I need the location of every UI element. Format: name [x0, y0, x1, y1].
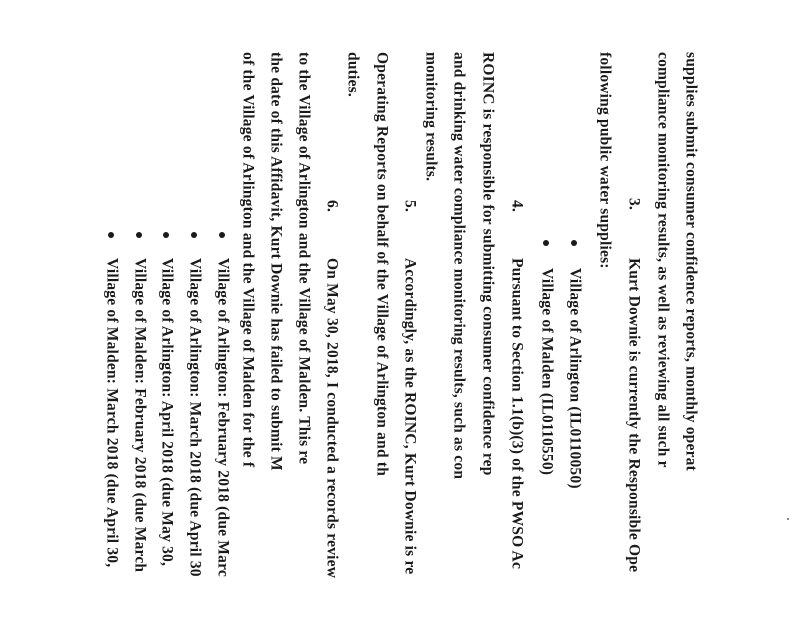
paragraph-number: 4.: [508, 200, 526, 213]
doc-line: Village of Arlington (IL0110050): [566, 268, 584, 489]
paragraph-number: 6.: [323, 200, 341, 213]
doc-line: duties.: [344, 52, 362, 97]
doc-line: Village of Malden (IL0110550): [538, 268, 556, 476]
doc-line: Village of Arlington: February 2018 (due Marc: [214, 258, 232, 577]
doc-line: the date of this Affidavit, Kurt Downie has failed to submit M: [267, 52, 285, 471]
doc-line: and drinking water compliance monitoring results, such as con: [450, 52, 468, 480]
doc-line: supplies submit consumer confidence reports, monthly operat: [682, 52, 700, 471]
bullet-icon: [163, 232, 169, 238]
bullet-icon: [136, 232, 142, 238]
doc-line: Village of Malden: February 2018 (due March: [131, 258, 149, 573]
doc-line: Pursuant to Section 1.1(b)(3) of the PWSO Ac: [508, 258, 526, 570]
doc-line: to the Village of Arlington and the Village of Malden. This re: [295, 52, 313, 465]
doc-line: Operating Reports on behalf of the Village of Arlington and th: [373, 52, 391, 477]
bullet-icon: [108, 232, 114, 238]
bullet-icon: [191, 232, 197, 238]
doc-line: following public water supplies:: [596, 52, 614, 269]
doc-line: Village of Arlington: March 2018 (due April 30: [186, 258, 204, 577]
doc-line: monitoring results.: [422, 52, 440, 182]
paragraph-number: 5.: [401, 200, 419, 213]
doc-line: Village of Arlington: April 2018 (due May 30,: [158, 258, 176, 567]
doc-line: Kurt Downie is currently the Responsible Ope: [625, 258, 643, 573]
bullet-icon: [571, 240, 577, 246]
doc-line: On May 30, 2018, I conducted a records review: [323, 258, 341, 579]
paragraph-number: 3.: [625, 198, 643, 211]
doc-line: ROINC is responsible for submitting consumer confidence rep: [479, 52, 497, 476]
bullet-icon: [543, 240, 549, 246]
doc-line: Accordingly, as the ROINC, Kurt Downie is re: [401, 258, 419, 575]
doc-line: Village of Malden: March 2018 (due April 30,: [103, 258, 121, 568]
bullet-icon: [219, 232, 225, 238]
doc-line: compliance monitoring results, as well as reviewing all such r: [654, 52, 672, 468]
doc-line: of the Village of Arlington and the Village of Malden for the f: [239, 52, 257, 468]
scan-speck: [787, 518, 789, 520]
